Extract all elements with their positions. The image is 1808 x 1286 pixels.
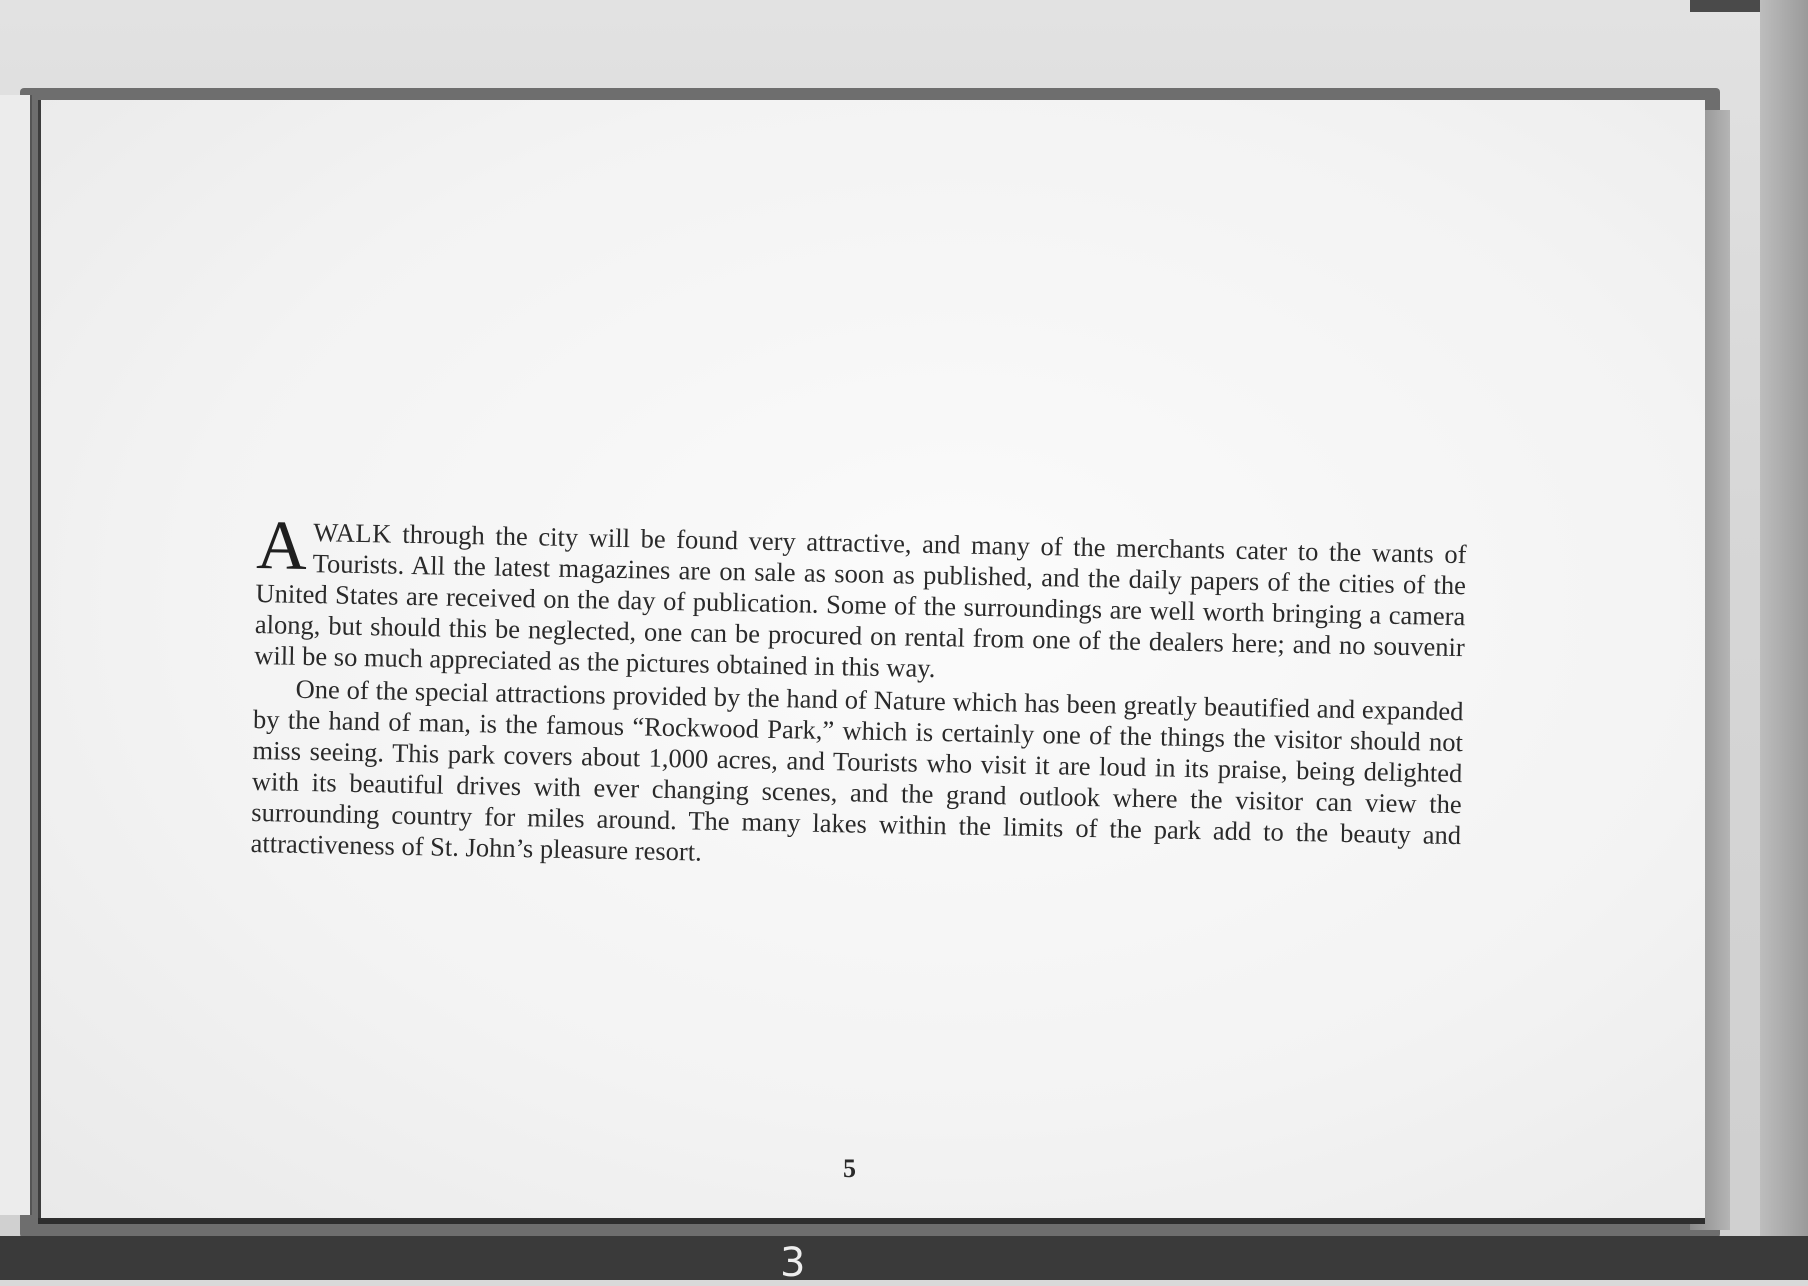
film-edge-right xyxy=(1760,0,1808,1280)
frame-number: 3 xyxy=(780,1240,806,1286)
film-edge-bottom xyxy=(0,1236,1808,1280)
drop-cap: A xyxy=(255,507,308,585)
facing-page-edge xyxy=(0,95,32,1215)
page-number: 5 xyxy=(843,1154,856,1183)
body-text xyxy=(250,507,1467,882)
paragraph-1-text: through the city will be found very attractive, and many of the merchants cater to the wants of Tourists. All the latest magazines are on sale as soon as published, and the daily papers of the cities of the United States are received on the day of publication. Some of the surroundings are well worth bringing a camera along, but should this be neglected, one can be procured on rental from one of the dealers here; and no souvenir will be so much appreciated as the pictures obtained in this way. xyxy=(254,518,1467,684)
book-page xyxy=(38,100,1705,1218)
paragraph-2: One of the special attractions provided by the hand of Nature which has been greatly beautified and expanded by the hand of man, is the famous “Rockwood Park,” which is certainly one of the things the visitor should not miss seeing. This park covers about 1,000 acres, and Tourists who visit it are loud in its praise, being delighted with its beautiful drives with ever changing scenes, and the grand outlook where the visitor can view the surrounding country for miles around. The many lakes within the limits of the park add to the beauty and attractiveness of St. John’s pleasure resort. xyxy=(250,673,1464,867)
paragraph-1 xyxy=(254,507,1467,694)
lead-in-word: WALK xyxy=(312,517,393,549)
